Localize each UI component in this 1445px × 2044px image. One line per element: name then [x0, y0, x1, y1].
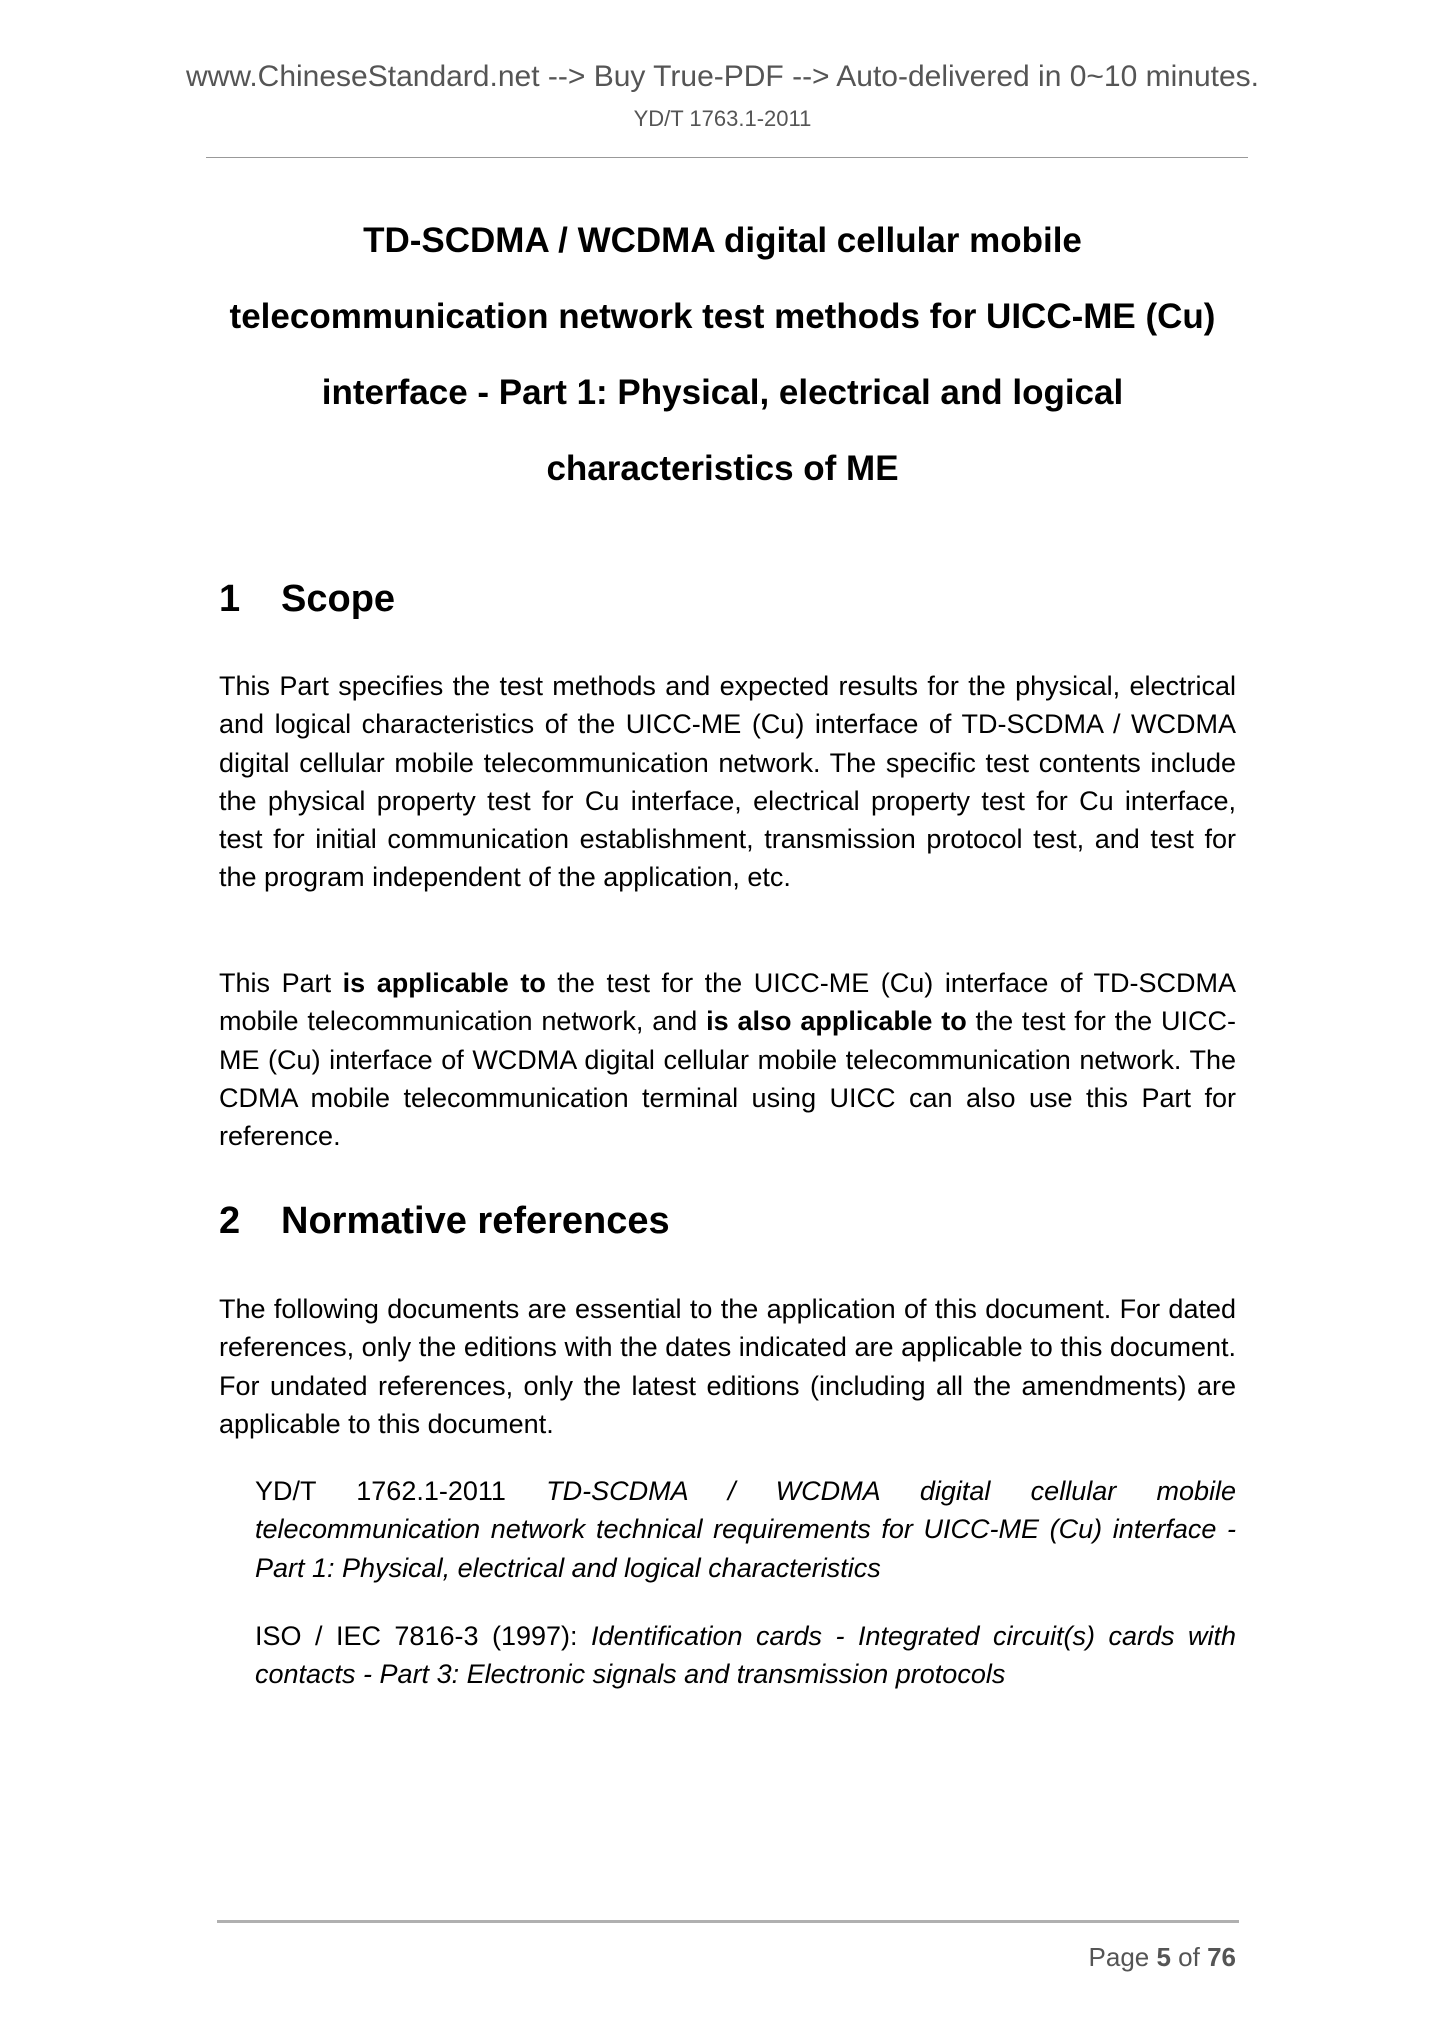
section-number: 1 [219, 578, 241, 620]
of-label: of [1170, 1942, 1208, 1972]
section-number: 2 [219, 1200, 241, 1242]
section-heading-normative-references [219, 1200, 670, 1243]
header-banner-link[interactable]: www.ChineseStandard.net --> Buy True-PDF --> Auto-delivered in 0~10 minutes. [185, 60, 1260, 93]
reference-title: Identification cards - Integrated circuit(s) cards with contacts - Part 3: Electronic signals and transmission protocols [255, 1621, 1236, 1690]
reference-code: YD/T 1762.1-2011 [255, 1476, 547, 1506]
reference-title: TD-SCDMA / WCDMA digital cellular mobile telecommunication network technical requirements for UICC-ME (Cu) interface - Part 1: Physical, electrical and logical characteristics [255, 1476, 1236, 1583]
page-number [1089, 1942, 1236, 1973]
standard-code: YD/T 1763.1-2011 [633, 106, 812, 131]
references-paragraph: The following documents are essential to the application of this document. For dated references, only the editions with the dates indicated are applicable to this document. For undated references, only the latest editions (including all the amendments) are applicable to this document. [219, 1294, 1236, 1439]
current-page: 5 [1156, 1942, 1171, 1972]
reference-item [255, 1617, 1236, 1694]
section-heading-scope [219, 578, 395, 621]
text: the test for the UICC-ME (Cu) interface of TD-SCDMA mobile telecommunication network, and [219, 968, 1237, 1037]
document-title: TD-SCDMA / WCDMA digital cellular mobile telecommunication network test methods for UICC-ME (Cu) interface - Part 1: Physical, electrical and logical characteristics of ME [229, 221, 1216, 488]
scope-paragraph-1: This Part specifies the test methods and expected results for the physical, electrical and logical characteristics of the UICC-ME (Cu) interface of TD-SCDMA / WCDMA digital cellular mobile telecommunication network. The specific test contents include the physical property test for Cu interface, electrical property test for Cu interface, test for initial communication establishment, transmission protocol test, and test for the program independent of the application, etc. [219, 671, 1236, 893]
footer-divider [217, 1920, 1239, 1923]
text: the test for the UICC-ME (Cu) interface of WCDMA digital cellular mobile telecommunication network. The CDMA mobile telecommunication terminal using UICC can also use this Part for reference. [219, 1006, 1237, 1152]
section-title: Normative references [281, 1200, 670, 1242]
total-pages: 76 [1207, 1942, 1236, 1972]
scope-paragraph-2 [219, 964, 1236, 1155]
header-divider [206, 157, 1248, 158]
reference-code: ISO / IEC 7816-3 (1997): [255, 1621, 591, 1651]
bold-text: is also applicable to [706, 1006, 967, 1037]
reference-item [255, 1472, 1236, 1587]
page-label: Page [1088, 1942, 1157, 1972]
text: This Part [219, 968, 343, 998]
bold-text: is applicable to [342, 968, 546, 998]
section-title: Scope [281, 578, 396, 620]
